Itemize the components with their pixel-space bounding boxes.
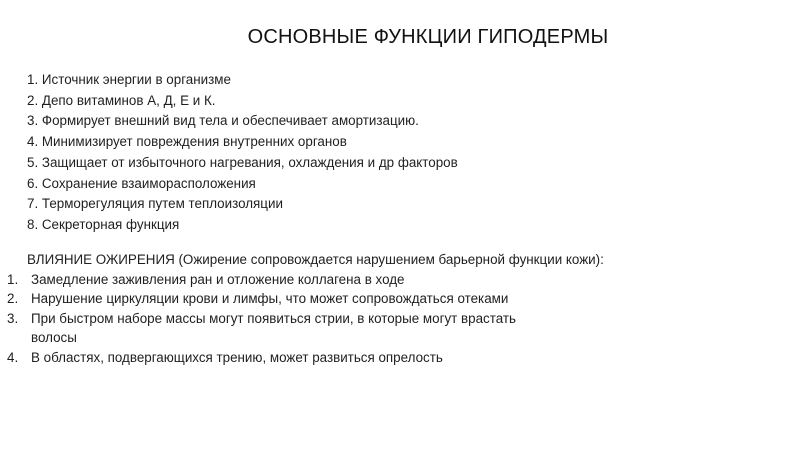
item-number: 1. bbox=[7, 271, 19, 287]
function-item: 7. Терморегуляция путем теплоизоляции bbox=[27, 196, 283, 212]
obesity-heading: ВЛИЯНИЕ ОЖИРЕНИЯ (Ожирение сопровождается нарушением барьерной функции кожи): bbox=[27, 252, 604, 267]
function-item: 2. Депо витаминов А, Д, Е и К. bbox=[27, 92, 216, 108]
slide-title: ОСНОВНЫЕ ФУНКЦИИ ГИПОДЕРМЫ bbox=[247, 26, 609, 48]
item-number: 2. bbox=[7, 291, 19, 306]
function-item: 5. Защищает от избыточного нагревания, охлаждения и др факторов bbox=[27, 154, 458, 170]
function-item: 1. Источник энергии в организме bbox=[27, 72, 231, 87]
obesity-effects-list bbox=[7, 270, 727, 368]
item-text: При быстром наборе массы могут появиться стрии, в которые могут врастать волосы bbox=[31, 310, 516, 345]
obesity-effect-item bbox=[7, 289, 541, 309]
item-number: 4. bbox=[7, 349, 19, 365]
item-number: 3. bbox=[7, 310, 19, 326]
obesity-effect-item bbox=[7, 348, 591, 368]
item-text: Замедление заживления ран и отложение коллагена в ходе bbox=[31, 271, 405, 287]
item-text: Нарушение циркуляции крови и лимфы, что может сопровождаться отеками bbox=[31, 291, 509, 306]
function-item: 3. Формирует внешний вид тела и обеспечивает амортизацию. bbox=[27, 113, 419, 129]
obesity-effect-item bbox=[7, 270, 591, 290]
obesity-effect-item bbox=[7, 309, 541, 348]
item-text: В областях, подвергающихся трению, может развиться опрелость bbox=[31, 349, 443, 365]
function-item: 6. Сохранение взаиморасположения bbox=[27, 175, 256, 191]
function-item: 4. Минимизирует повреждения внутренних органов bbox=[27, 134, 347, 150]
obesity-section bbox=[7, 250, 727, 367]
functions-list bbox=[27, 70, 458, 236]
function-item: 8. Секреторная функция bbox=[27, 216, 180, 232]
